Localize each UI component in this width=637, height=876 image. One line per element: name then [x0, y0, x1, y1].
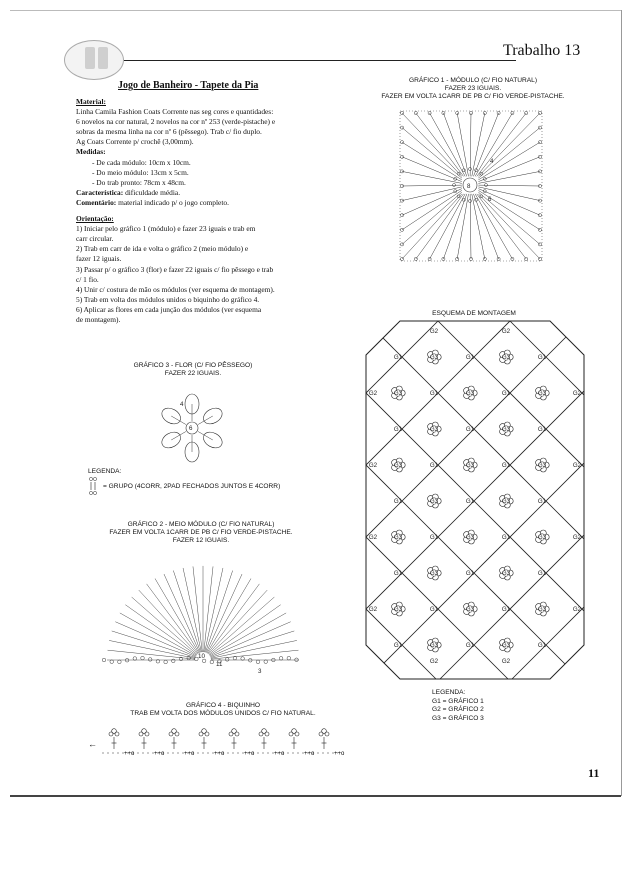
esquema-g3-label: G3: [501, 642, 511, 650]
grafico1-subtitle: FAZER 23 IGUAIS.: [444, 85, 502, 92]
flower-stitch: [171, 432, 186, 441]
grafico1-chain: [480, 195, 483, 198]
grafico2-stitch: [209, 605, 280, 656]
esquema-g1-label: G1: [465, 570, 475, 578]
page-border-bottom: [10, 795, 621, 797]
grafico1-chain: [511, 111, 514, 114]
esquema-g1-label: G1: [501, 606, 511, 614]
grafico2-subtitle: FAZER 12 IGUAIS.: [172, 537, 230, 544]
grafico1-note: FAZER EM VOLTA 1CARR DE PB C/ FIO VERDE-PISTACHE.: [381, 93, 565, 100]
picot-loop: [175, 732, 179, 736]
esquema-g3-label: G3: [429, 642, 439, 650]
picot-loop: [145, 732, 149, 736]
grafico1-stitch: [475, 113, 512, 176]
esquema-legend-item: G1 = GRÁFICO 1: [432, 697, 484, 705]
grafico2-chain: [279, 657, 283, 661]
grafico2-stitch: [205, 571, 232, 653]
grafico1-stitch: [475, 194, 512, 259]
grafico1-stitch: [473, 194, 498, 259]
grafico2-stitch: [208, 584, 260, 654]
grafico1-stitch: [402, 128, 462, 179]
picot-cross: ++o: [124, 751, 135, 757]
comentario-label: Comentário:: [76, 197, 117, 207]
grafico3-title: GRÁFICO 3 - FLOR (C/ FIO PÊSSEGO): [133, 362, 253, 369]
orientacao-line: c/ 1 fio.: [76, 274, 99, 284]
grafico1-stitch: [416, 194, 464, 259]
esquema-g1-label: G1: [465, 642, 475, 650]
grafico1-stitch: [443, 113, 466, 176]
material-heading: Material:: [76, 97, 106, 106]
grafico2-chain: [164, 660, 168, 664]
orientacao-line: 5) Trab em volta dos módulos unidos o biquinho do gráfico 4.: [76, 294, 260, 304]
picot-loop: [139, 732, 143, 736]
esquema-g3-label: G3: [537, 534, 547, 542]
grafico2-chain: [210, 660, 214, 664]
grafico1-title: GRÁFICO 1 - MÓDULO (C/ FIO NATURAL): [408, 77, 538, 84]
page-border-top: [10, 10, 621, 11]
esquema-g1-label: G1: [393, 426, 403, 434]
grafico1-chain: [457, 172, 460, 175]
picot-loop: [109, 732, 113, 736]
page-number: 11: [588, 766, 600, 780]
grafico1-stitch: [470, 113, 471, 176]
grafico2-chain: [225, 658, 229, 662]
grafico2-chain: [249, 658, 253, 662]
esquema-g3-label: G3: [393, 462, 403, 470]
grafico1-stitch: [402, 190, 462, 229]
medida-item: - Do meio módulo: 13cm x 5cm.: [92, 167, 189, 177]
grafico2-stitch: [211, 631, 295, 658]
esquema-g2-label: G2: [368, 534, 378, 542]
esquema-diagonal: [542, 0, 637, 721]
grafico2-stitch: [183, 568, 201, 652]
esquema-g1-label: G1: [537, 498, 547, 506]
caracteristica-label: Característica:: [76, 187, 124, 197]
instructions-text: [76, 97, 332, 325]
esquema-g3-label: G3: [429, 426, 439, 434]
grafico1-caption: [372, 77, 574, 101]
grafico3-caption: [113, 362, 273, 378]
picot-cross: ++o: [304, 751, 315, 757]
esquema-g2-label: G2: [429, 658, 439, 666]
grafico1-stitches: [400, 111, 541, 260]
esquema-g3-label: G3: [501, 498, 511, 506]
grafico1-stitch: [478, 194, 540, 259]
esquema-g3-label: G3: [501, 570, 511, 578]
grafico3-subtitle: FAZER 22 IGUAIS.: [164, 370, 222, 377]
picot-cross: ++o: [244, 751, 255, 757]
grafico2-stitch: [139, 590, 198, 654]
grafico2-stitch: [173, 571, 200, 653]
legend-title: LEGENDA:: [88, 468, 122, 475]
grafico1-chain: [497, 111, 500, 114]
picot-loop: [235, 732, 239, 736]
esquema-g3-label: G3: [393, 390, 403, 398]
picot-cross: ++o: [334, 751, 345, 757]
picot-cross: ++o: [154, 751, 165, 757]
grafico1-stitch: [457, 194, 468, 259]
esquema-g2-label: G2: [572, 534, 582, 542]
grafico1-stitch: [402, 157, 462, 182]
esquema-g1-label: G1: [537, 642, 547, 650]
esquema-g2-label: G2: [368, 462, 378, 470]
esquema-g1-label: G1: [429, 462, 439, 470]
grafico3-label: 6: [189, 425, 193, 432]
grafico2-stitch: [112, 631, 196, 658]
picot-loop: [319, 732, 323, 736]
grafico2-chain: [141, 656, 145, 660]
esquema-g3-label: G3: [429, 354, 439, 362]
esquema-g1-label: G1: [501, 390, 511, 398]
grafico2-stitch: [193, 566, 202, 652]
grafico4-chart: [102, 725, 345, 760]
grafico1-stitch: [457, 113, 468, 176]
grafico1-stitch: [402, 192, 462, 244]
grafico2-stitch: [208, 590, 267, 654]
page-border-right: [621, 10, 622, 796]
flower-stitch: [198, 416, 213, 425]
picot-loop: [169, 732, 173, 736]
grafico1-chain: [511, 257, 514, 260]
esquema-g3-label: G3: [465, 462, 475, 470]
magazine-logo: [64, 40, 124, 80]
picot-loop: [205, 732, 209, 736]
picot-loop: [265, 732, 269, 736]
material-line: 6 novelos na cor natural, 2 novelos na cor nº 253 (verde-pistache) e: [76, 117, 276, 127]
grafico1-stitch: [478, 113, 540, 176]
grafico2-stitch: [147, 584, 199, 654]
esquema-g1-label: G1: [465, 354, 475, 362]
esquema-g1-label: G1: [501, 534, 511, 542]
esquema-diagonal: [542, 0, 637, 721]
medida-item: - Do trab pronto: 78cm x 48cm.: [92, 177, 186, 187]
medida-item: - De cada módulo: 10cm x 10cm.: [92, 157, 191, 167]
orientacao-line: carr circular.: [76, 234, 114, 244]
orientacao-line: 1) Iniciar pelo gráfico 1 (módulo) e fazer 23 iguais e trab em: [76, 224, 256, 234]
esquema-g1-label: G1: [393, 498, 403, 506]
grafico1-chain: [414, 257, 417, 260]
esquema-g2-label: G2: [572, 606, 582, 614]
picot-cross: ++o: [214, 751, 225, 757]
esquema-g3-label: G3: [465, 390, 475, 398]
grafico1-label: 6: [488, 196, 492, 203]
orientacao-line: fazer 12 iguais.: [76, 254, 122, 264]
grafico4-title: GRÁFICO 4 - BIQUINHO: [185, 702, 260, 709]
grafico1-chain: [400, 199, 403, 202]
esquema-g1-label: G1: [465, 498, 475, 506]
flower-stitch: [171, 416, 186, 425]
grafico1-stitch: [478, 142, 540, 180]
esquema-g2-label: G2: [501, 328, 511, 336]
orientacao-line: 4) Unir c/ costura de mão os módulos (ver esquema de montagem).: [76, 284, 275, 294]
orientacao-heading: Orientação:: [76, 214, 114, 224]
material-line: Linha Camila Fashion Coats Corrente nas seg cores e quantidades:: [76, 107, 274, 117]
esquema-g1-label: G1: [537, 354, 547, 362]
esquema-legend-title: LEGENDA:: [432, 689, 466, 696]
grafico3-label: 4: [180, 401, 184, 408]
grafico4-note: TRAB EM VOLTA DOS MÓDULOS UNIDOS C/ FIO NATURAL.: [130, 710, 316, 717]
grafico4-caption: [108, 702, 338, 718]
esquema-g3-label: G3: [429, 498, 439, 506]
legend-text: = GRUPO (4CORR, 2PAD FECHADOS JUNTOS E 4CORR): [103, 482, 281, 490]
picot-cross: ++o: [274, 751, 285, 757]
grafico2-chain: [295, 658, 299, 662]
orientacao-line: 6) Aplicar as flores em cada junção dos módulos (ver esquema: [76, 304, 262, 314]
picot-loop: [115, 732, 119, 736]
grafico2-chart: [98, 552, 308, 677]
flower-stitch: [198, 432, 213, 441]
grafico2-note: FAZER EM VOLTA 1CARR DE PB C/ FIO VERDE-PISTACHE.: [109, 529, 293, 536]
grafico1-stitch: [478, 171, 540, 183]
esquema-g1-label: G1: [429, 390, 439, 398]
grafico2-chain: [256, 660, 260, 664]
grafico2-chain: [287, 656, 291, 660]
esquema-g3-label: G3: [393, 606, 403, 614]
picot-loop: [295, 732, 299, 736]
orientacao-line: de montagem).: [76, 314, 121, 324]
orientacao-line: 3) Passar p/ o gráfico 3 (flor) e fazer 22 iguais c/ fio pêssego e trab: [76, 264, 274, 274]
grafico1-chain: [400, 126, 403, 129]
grafico1-stitch: [402, 189, 462, 216]
grafico2-stitch: [209, 597, 274, 655]
esquema-diagonal: [0, 0, 46, 721]
grafico1-stitch: [430, 113, 466, 176]
medidas-heading: Medidas:: [76, 147, 106, 157]
grafico2-label: 11: [216, 661, 223, 668]
esquema-legend-item: G2 = GRÁFICO 2: [432, 706, 484, 713]
grafico2-stitch: [205, 568, 223, 652]
grafico1-chain: [414, 111, 417, 114]
comentario-value: material indicado p/ o jogo completo.: [118, 197, 229, 207]
material-line: Ag Coats Corrente p/ crochê (3,00mm).: [76, 137, 194, 147]
esquema-g1-label: G1: [429, 606, 439, 614]
grafico1-stitch: [472, 194, 485, 259]
grafico1-stitch: [402, 194, 462, 259]
caracteristica-value: dificuldade média.: [125, 187, 181, 197]
grafico2-caption: [98, 521, 304, 545]
grafico1-chain: [442, 257, 445, 260]
esquema-g1-label: G1: [537, 426, 547, 434]
grafico1-chain: [538, 155, 541, 158]
esquema-g1-label: G1: [465, 426, 475, 434]
orientacao-line: 2) Trab em carr de ida e volta o gráfico 2 (meio módulo) e: [76, 244, 249, 254]
esquema-legend-item: G3 = GRÁFICO 3: [432, 714, 484, 722]
grafico2-title: GRÁFICO 2 - MEIO MÓDULO (C/ FIO NATURAL): [127, 521, 275, 528]
grupo-symbol-icon: [88, 476, 100, 496]
grafico2-stitch: [125, 605, 196, 656]
esquema-diagonal: [0, 0, 46, 721]
grafico2-chain: [133, 657, 137, 661]
esquema-g3-label: G3: [537, 606, 547, 614]
grafico2-stitch: [132, 597, 197, 655]
esquema-legend: [432, 689, 484, 723]
grafico2-stitch: [109, 640, 195, 658]
grafico1-label: 4: [490, 158, 494, 165]
picot-cross: ++o: [184, 751, 195, 757]
grafico1-chain: [400, 155, 403, 158]
esquema-g3-label: G3: [429, 570, 439, 578]
grafico1-stitch: [402, 187, 462, 201]
section-title: Trabalho 13: [503, 42, 581, 59]
grafico1-stitch: [402, 142, 462, 180]
grafico2-label: 3: [258, 668, 262, 675]
grafico2-chain: [102, 658, 106, 662]
grafico2-stitch: [204, 566, 213, 652]
grafico2-stitch: [211, 640, 297, 658]
grafico1-stitch: [416, 113, 464, 176]
esquema-g3-label: G3: [465, 606, 475, 614]
grafico2-chain: [172, 659, 176, 663]
grafico1-chain: [442, 111, 445, 114]
grafico2-chain: [264, 660, 268, 664]
grafico1-chart: [390, 105, 550, 265]
grafico3-chart: [152, 384, 232, 469]
esquema-g3-label: G3: [537, 462, 547, 470]
grafico2-chain: [187, 656, 191, 660]
legend-grupo: [88, 467, 280, 496]
picot-loop: [259, 732, 263, 736]
picot-loop: [289, 732, 293, 736]
direction-arrow-icon: ←: [88, 739, 97, 749]
grafico2-chain: [241, 657, 245, 661]
esquema-diagonal: [614, 0, 637, 721]
grafico2-label: 10: [198, 653, 205, 660]
esquema-g2-label: G2: [368, 390, 378, 398]
grafico1-chain: [497, 257, 500, 260]
esquema-g3-label: G3: [501, 354, 511, 362]
esquema-g1-label: G1: [393, 642, 403, 650]
grafico1-stitch: [402, 171, 462, 183]
picot-loop: [199, 732, 203, 736]
esquema-g1-label: G1: [537, 570, 547, 578]
grafico2-chain: [148, 658, 152, 662]
grafico1-chain: [462, 169, 465, 172]
esquema-g2-label: G2: [572, 390, 582, 398]
esquema-g3-label: G3: [465, 534, 475, 542]
grafico2-chain: [118, 660, 122, 664]
picot-loop: [229, 732, 233, 736]
grafico2-stitches: [102, 566, 299, 664]
grafico1-stitch: [478, 157, 540, 182]
grafico1-label: 8: [467, 183, 471, 190]
esquema-g2-label: G2: [368, 606, 378, 614]
esquema-diagram: [364, 319, 586, 681]
esquema-g2-label: G2: [429, 328, 439, 336]
esquema-g1-label: G1: [393, 354, 403, 362]
esquema-g1-label: G1: [501, 462, 511, 470]
grafico1-stitch: [402, 113, 462, 176]
esquema-diagonal: [614, 0, 637, 721]
grafico2-stitch: [211, 650, 299, 659]
grafico2-chain: [125, 658, 129, 662]
esquema-g2-label: G2: [572, 462, 582, 470]
esquema-g1-label: G1: [393, 570, 403, 578]
esquema-g2-label: G2: [501, 658, 511, 666]
header-rule: [124, 60, 516, 61]
esquema-g1-label: G1: [429, 534, 439, 542]
project-title: Jogo de Banheiro - Tapete da Pia: [118, 80, 259, 91]
esquema-g3-label: G3: [537, 390, 547, 398]
grafico1-stitch: [470, 194, 471, 259]
esquema-title: ESQUEMA DE MONTAGEM: [432, 310, 516, 317]
esquema-g3-label: G3: [393, 534, 403, 542]
grafico1-stitch: [430, 194, 466, 259]
grafico2-chain: [110, 660, 114, 664]
picot-loop: [325, 732, 329, 736]
grafico1-stitch: [473, 113, 498, 176]
grafico1-chain: [538, 126, 541, 129]
grafico1-stitch: [472, 113, 485, 176]
grafico1-stitch: [443, 194, 466, 259]
material-line: sobras da mesma linha na cor nº 6 (pêssego). Trab c/ fio duplo.: [76, 127, 262, 137]
esquema-g3-label: G3: [501, 426, 511, 434]
